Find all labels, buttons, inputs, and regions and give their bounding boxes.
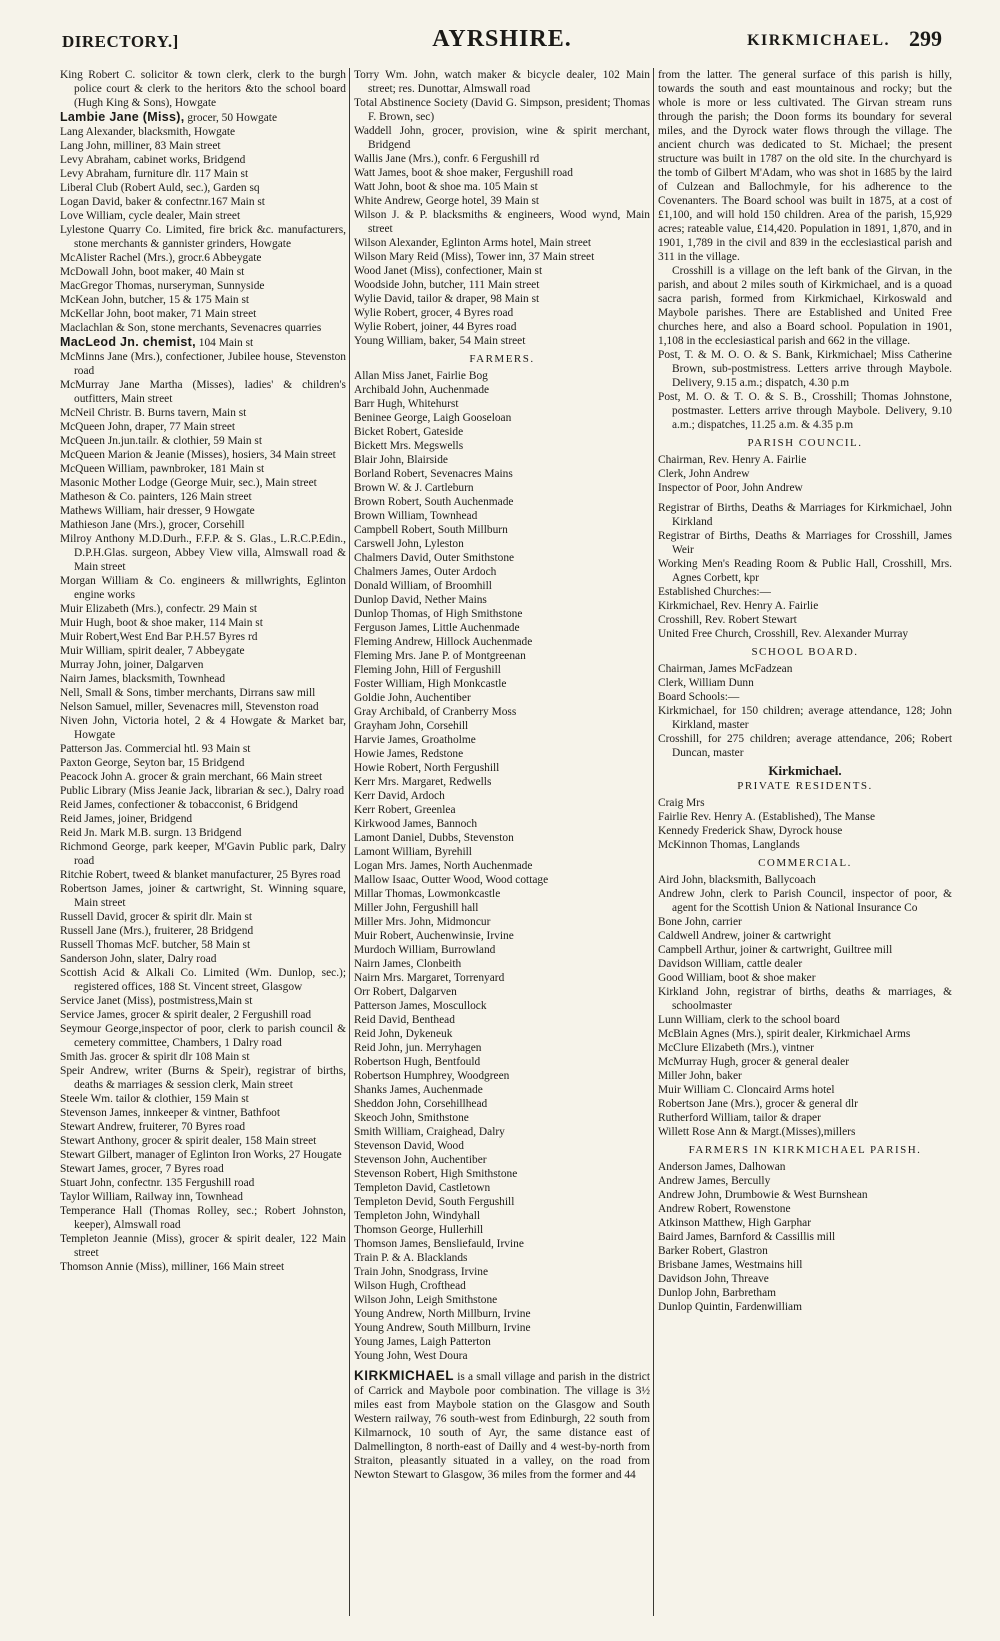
entry-detail: 104 Main st bbox=[195, 337, 254, 349]
commercial-entry: Bone John, carrier bbox=[658, 916, 742, 928]
directory-entry: McAlister Rachel (Mrs.), grocr.6 Abbeygate bbox=[60, 252, 262, 264]
commercial-entry: Muir William C. Cloncaird Arms hotel bbox=[658, 1084, 835, 1096]
commercial-entry: Rutherford William, tailor & draper bbox=[658, 1112, 821, 1124]
farmer-entry: Wilson John, Leigh Smithstone bbox=[354, 1294, 498, 1306]
misc-entry: Established Churches:— bbox=[658, 586, 771, 598]
farmer-entry: Lamont Daniel, Dubbs, Stevenston bbox=[354, 832, 514, 844]
column-divider bbox=[349, 68, 350, 1616]
commercial-entry: Andrew John, clerk to Parish Council, inspector of poor, & agent for the Scottish Union & National Insurance Co bbox=[658, 888, 952, 914]
farmer-entry: Fleming Andrew, Hillock Auchenmade bbox=[354, 636, 533, 648]
directory-entry: Morgan William & Co. engineers & millwrights, Eglinton engine works bbox=[60, 575, 346, 601]
commercial-list-continued bbox=[354, 68, 650, 348]
farmer-entry: Andrew Robert, Rowenstone bbox=[658, 1203, 791, 1215]
header-section: KIRKMICHAEL. bbox=[747, 32, 890, 49]
commercial-entry: McBlain Agnes (Mrs.), spirit dealer, Kirkmichael Arms bbox=[658, 1028, 911, 1040]
directory-entry: Templeton Jeannie (Miss), grocer & spirit dealer, 122 Main street bbox=[60, 1233, 346, 1259]
directory-entry: Smith Jas. grocer & spirit dlr 108 Main st bbox=[60, 1051, 250, 1063]
directory-entry: Wilson J. & P. blacksmiths & engineers, Wood wynd, Main street bbox=[354, 209, 650, 235]
farmer-entry: Allan Miss Janet, Fairlie Bog bbox=[354, 370, 488, 382]
directory-entry: Watt James, boot & shoe maker, Fergushill road bbox=[354, 167, 573, 179]
farmer-entry: Train P. & A. Blacklands bbox=[354, 1252, 468, 1264]
directory-entry: Wylie Robert, grocer, 4 Byres road bbox=[354, 307, 514, 319]
directory-entry: McQueen William, pawnbroker, 181 Main st bbox=[60, 463, 265, 475]
farmer-entry: Kerr David, Ardoch bbox=[354, 790, 445, 802]
directory-entry: Service Janet (Miss), postmistress,Main st bbox=[60, 995, 253, 1007]
directory-entry: Maclachlan & Son, stone merchants, Sevenacres quarries bbox=[60, 322, 322, 334]
farmer-entry: Thomson James, Bensliefauld, Irvine bbox=[354, 1238, 524, 1250]
farmer-entry: Dunlop Thomas, of High Smithstone bbox=[354, 608, 523, 620]
resident-entry: Fairlie Rev. Henry A. (Established), The Manse bbox=[658, 811, 876, 823]
directory-entry: Wilson Alexander, Eglinton Arms hotel, Main street bbox=[354, 237, 591, 249]
page-number: 299 bbox=[909, 26, 942, 51]
commercial-entry: Kirkland John, registrar of births, deaths & marriages, & schoolmaster bbox=[658, 986, 952, 1012]
directory-entry: Wallis Jane (Mrs.), confr. 6 Fergushill rd bbox=[354, 153, 540, 165]
misc-entry: Crosshill, Rev. Robert Stewart bbox=[658, 614, 797, 626]
parish-council-heading: PARISH COUNCIL. bbox=[747, 437, 863, 449]
directory-entry: Levy Abraham, furniture dlr. 117 Main st bbox=[60, 168, 249, 180]
farmer-entry: Templeton John, Windyhall bbox=[354, 1210, 481, 1222]
directory-entry: Patterson Jas. Commercial htl. 93 Main st bbox=[60, 743, 251, 755]
farmer-entry: Ferguson James, Little Auchenmade bbox=[354, 622, 520, 634]
school-entry: Clerk, William Dunn bbox=[658, 677, 754, 689]
directory-entry: Scottish Acid & Alkali Co. Limited (Wm. Dunlop, sec.); registered offices, 188 St. Vincent street, Glasgow bbox=[60, 967, 346, 993]
directory-entry: Stewart James, grocer, 7 Byres road bbox=[60, 1163, 224, 1175]
farmer-entry: Anderson James, Dalhowan bbox=[658, 1161, 786, 1173]
farmer-entry: Goldie John, Auchentiber bbox=[354, 692, 471, 704]
directory-entry: Reid James, joiner, Bridgend bbox=[60, 813, 193, 825]
farmer-entry: Lamont William, Byrehill bbox=[354, 846, 472, 858]
farmer-entry: Nairn Mrs. Margaret, Torrenyard bbox=[354, 972, 505, 984]
directory-entry: Robertson James, joiner & cartwright, St. Winning square, Main street bbox=[60, 883, 346, 909]
farmer-entry: Davidson John, Threave bbox=[658, 1273, 769, 1285]
directory-entry: Lang John, milliner, 83 Main street bbox=[60, 140, 221, 152]
directory-entry: Total Abstinence Society (David G. Simpson, president; Thomas F. Brown, sec) bbox=[354, 97, 650, 123]
directory-entry: McKean John, butcher, 15 & 175 Main st bbox=[60, 294, 250, 306]
directory-entry: McMinns Jane (Mrs.), confectioner, Jubilee house, Stevenston road bbox=[60, 351, 346, 377]
private-residents-heading: PRIVATE RESIDENTS. bbox=[737, 780, 873, 792]
directory-entry: Niven John, Victoria hotel, 2 & 4 Howgate & Market bar, Howgate bbox=[60, 715, 346, 741]
directory-entry: Taylor William, Railway inn, Townhead bbox=[60, 1191, 243, 1203]
directory-entry: MacGregor Thomas, nurseryman, Sunnyside bbox=[60, 280, 265, 292]
farmer-entry: Young Andrew, South Millburn, Irvine bbox=[354, 1322, 531, 1334]
entry-detail: grocer, 50 Howgate bbox=[184, 112, 278, 124]
directory-entry: Richmond George, park keeper, M'Gavin Public park, Dalry road bbox=[60, 841, 346, 867]
farmer-entry: Andrew James, Bercully bbox=[658, 1175, 771, 1187]
misc-entry: Kirkmichael, Rev. Henry A. Fairlie bbox=[658, 600, 819, 612]
private-residents-list bbox=[658, 796, 952, 852]
commercial-entry: Miller John, baker bbox=[658, 1070, 742, 1082]
directory-entry: McMurray Jane Martha (Misses), ladies' & children's outfitters, Main street bbox=[60, 379, 346, 405]
farmer-entry: Kerr Mrs. Margaret, Redwells bbox=[354, 776, 492, 788]
column-3 bbox=[658, 68, 952, 1628]
farmer-entry: Brown William, Townhead bbox=[354, 510, 478, 522]
farmer-entry: Carswell John, Lyleston bbox=[354, 538, 464, 550]
farmer-entry: Archibald John, Auchenmade bbox=[354, 384, 490, 396]
commercial-entry: Aird John, blacksmith, Ballycoach bbox=[658, 874, 816, 886]
parish-farmers-heading: FARMERS IN KIRKMICHAEL PARISH. bbox=[688, 1144, 922, 1156]
post-entry: Post, M. O. & T. O. & S. B., Crosshill; Thomas Johnstone, postmaster. Letters arrive through Maybole. Delivery, 9.10 a.m.; dispatches, 11.25 a.m. & 4.35 p.m bbox=[658, 391, 952, 431]
registrars-churches-list bbox=[658, 501, 952, 641]
farmer-entry: Campbell Robert, South Millburn bbox=[354, 524, 508, 536]
council-entry: Chairman, Rev. Henry A. Fairlie bbox=[658, 454, 807, 466]
directory-entry bbox=[60, 110, 346, 125]
farmer-entry: Young John, West Doura bbox=[354, 1350, 468, 1362]
farmers-heading: FARMERS. bbox=[469, 353, 535, 365]
farmer-entry: Dunlop David, Nether Mains bbox=[354, 594, 487, 606]
commercial-entry: Campbell Arthur, joiner & cartwright, Guiltree mill bbox=[658, 944, 893, 956]
directory-entry: McDowall John, boot maker, 40 Main st bbox=[60, 266, 245, 278]
directory-entry: Torry Wm. John, watch maker & bicycle dealer, 102 Main street; res. Dunottar, Almswall road bbox=[354, 69, 650, 95]
farmer-entry: Young Andrew, North Millburn, Irvine bbox=[354, 1308, 531, 1320]
directory-entry: Stevenson James, innkeeper & vintner, Bathfoot bbox=[60, 1107, 281, 1119]
farmer-entry: Borland Robert, Sevenacres Mains bbox=[354, 468, 513, 480]
school-entry: Crosshill, for 275 children; average attendance, 206; Robert Duncan, master bbox=[658, 733, 952, 759]
parish-farmers-list bbox=[658, 1160, 952, 1314]
kirkmichael-heading: Kirkmichael. bbox=[768, 763, 842, 778]
resident-entry: McKinnon Thomas, Langlands bbox=[658, 839, 800, 851]
post-office-info bbox=[658, 348, 952, 432]
directory-entry: McQueen John, draper, 77 Main street bbox=[60, 421, 236, 433]
farmer-entry: Shanks James, Auchenmade bbox=[354, 1084, 483, 1096]
commercial-entry: McMurray Hugh, grocer & general dealer bbox=[658, 1056, 850, 1068]
misc-entry: Working Men's Reading Room & Public Hall, Crosshill, Mrs. Agnes Corbett, kpr bbox=[658, 558, 952, 584]
directory-entry: Young William, baker, 54 Main street bbox=[354, 335, 526, 347]
directory-entry: McQueen Marion & Jeanie (Misses), hosiers, 34 Main street bbox=[60, 449, 336, 461]
farmer-entry: Chalmers David, Outer Smithstone bbox=[354, 552, 515, 564]
farmer-entry: Atkinson Matthew, High Garphar bbox=[658, 1217, 812, 1229]
directory-entry: Levy Abraham, cabinet works, Bridgend bbox=[60, 154, 246, 166]
farmer-entry: Chalmers James, Outer Ardoch bbox=[354, 566, 497, 578]
farmer-entry: Orr Robert, Dalgarven bbox=[354, 986, 457, 998]
directory-entry: Russell Jane (Mrs.), fruiterer, 28 Bridgend bbox=[60, 925, 254, 937]
directory-entry: Muir Robert,West End Bar P.H.57 Byres rd bbox=[60, 631, 258, 643]
school-entry: Chairman, James McFadzean bbox=[658, 663, 793, 675]
farmer-entry: Templeton David, Castletown bbox=[354, 1182, 491, 1194]
council-entry: Clerk, John Andrew bbox=[658, 468, 750, 480]
directory-entry: Stuart John, confectnr. 135 Fergushill road bbox=[60, 1177, 255, 1189]
commercial-entry: McClure Elizabeth (Mrs.), vintner bbox=[658, 1042, 814, 1054]
directory-entry: Service James, grocer & spirit dealer, 2 Fergushill road bbox=[60, 1009, 312, 1021]
farmer-entry: Grayham John, Corsehill bbox=[354, 720, 469, 732]
directory-entry: Muir William, spirit dealer, 7 Abbeygate bbox=[60, 645, 245, 657]
farmer-entry: Foster William, High Monkcastle bbox=[354, 678, 507, 690]
parish-council-list bbox=[658, 453, 952, 495]
farmer-entry: Barker Robert, Glastron bbox=[658, 1245, 768, 1257]
farmer-entry: Reid John, Dykeneuk bbox=[354, 1028, 453, 1040]
directory-entry: Temperance Hall (Thomas Rolley, sec.; Robert Johnston, keeper), Almswall road bbox=[60, 1205, 346, 1231]
farmer-entry: Andrew John, Drumbowie & West Burnshean bbox=[658, 1189, 868, 1201]
farmer-entry: Robertson Humphrey, Woodgreen bbox=[354, 1070, 510, 1082]
directory-entry: Wood Janet (Miss), confectioner, Main st bbox=[354, 265, 543, 277]
farmer-entry: Brisbane James, Westmains hill bbox=[658, 1259, 803, 1271]
directory-entry: McKellar John, boot maker, 71 Main street bbox=[60, 308, 257, 320]
directory-entry: Public Library (Miss Jeanie Jack, librarian & sec.), Dalry road bbox=[60, 785, 345, 797]
directory-entry: Nell, Small & Sons, timber merchants, Dirrans saw mill bbox=[60, 687, 316, 699]
entry-name-bold: MacLeod Jn. chemist, bbox=[60, 335, 196, 349]
commercial-entry: Willett Rose Ann & Margt.(Misses),millers bbox=[658, 1126, 856, 1138]
directory-entry: Mathieson Jane (Mrs.), grocer, Corsehill bbox=[60, 519, 245, 531]
school-board-heading: SCHOOL BOARD. bbox=[751, 646, 859, 658]
page-header bbox=[62, 24, 942, 58]
directory-entry: Stewart Gilbert, manager of Eglinton Iron Works, 27 Hougate bbox=[60, 1149, 342, 1161]
farmer-entry: Dunlop Quintin, Fardenwilliam bbox=[658, 1301, 802, 1313]
commercial-list bbox=[658, 873, 952, 1139]
commercial-entry: Caldwell Andrew, joiner & cartwright bbox=[658, 930, 831, 942]
farmer-entry: Nairn James, Clonbeith bbox=[354, 958, 462, 970]
directory-entry: Wylie Robert, joiner, 44 Byres road bbox=[354, 321, 517, 333]
farmer-entry: Templeton Devid, South Fergushill bbox=[354, 1196, 515, 1208]
directory-entry: Russell David, grocer & spirit dlr. Main st bbox=[60, 911, 253, 923]
farmer-entry: Smith William, Craighead, Dalry bbox=[354, 1126, 505, 1138]
farmer-entry: Train John, Snodgrass, Irvine bbox=[354, 1266, 489, 1278]
farmer-entry: Millar Thomas, Lowmonkcastle bbox=[354, 888, 501, 900]
farmer-entry: Skeoch John, Smithstone bbox=[354, 1112, 469, 1124]
directory-entry: Liberal Club (Robert Auld, sec.), Garden sq bbox=[60, 182, 260, 194]
directory-entry: Milroy Anthony M.D.Durh., F.F.P. & S. Glas., L.R.C.P.Edin., D.P.H.Glas. surgeon, Abbey View villa, Almswall road & Main street bbox=[60, 533, 346, 573]
farmer-entry: Baird James, Barnford & Cassillis mill bbox=[658, 1231, 836, 1243]
school-entry: Board Schools:— bbox=[658, 691, 740, 703]
directory-entry: Muir Hugh, boot & shoe maker, 114 Main st bbox=[60, 617, 263, 629]
directory-entry: McNeil Christr. B. Burns tavern, Main st bbox=[60, 407, 247, 419]
directory-entry: Love William, cycle dealer, Main street bbox=[60, 210, 241, 222]
directory-entry: Russell Thomas McF. butcher, 58 Main st bbox=[60, 939, 251, 951]
directory-entry: Lang Alexander, blacksmith, Howgate bbox=[60, 126, 236, 138]
directory-entry: Matheson & Co. painters, 126 Main street bbox=[60, 491, 252, 503]
farmer-entry: Howie James, Redstone bbox=[354, 748, 464, 760]
directory-entry: Paxton George, Seyton bar, 15 Bridgend bbox=[60, 757, 245, 769]
directory-entry: Lylestone Quarry Co. Limited, fire brick &c. manufacturers, stone merchants & gannister grinders, Howgate bbox=[60, 224, 346, 250]
directory-entry: Muir Elizabeth (Mrs.), confectr. 29 Main st bbox=[60, 603, 258, 615]
commercial-entry: Davidson William, cattle dealer bbox=[658, 958, 803, 970]
farmer-entry: Brown Robert, South Auchenmade bbox=[354, 496, 514, 508]
council-entry: Inspector of Poor, John Andrew bbox=[658, 482, 803, 494]
column-divider bbox=[653, 68, 654, 1616]
crosshill-description: Crosshill is a village on the left bank of the Girvan, in the parish, and about 2 miles south of Kirkmichael, and is a quoad sacra parish, formed from Kirkmichael, Kirkoswald and Maybole parishes. There are Established and United Free churches here, and also a Board school. Population in 1901, 1,108 in the ecclesiastical parish and 662 in the village. bbox=[658, 265, 952, 347]
directory-entry: King Robert C. solicitor & town clerk, clerk to the burgh police court & clerk to the heritors &to the school board (Hugh King & Sons), Howgate bbox=[60, 69, 346, 109]
commercial-entry: Good William, boot & shoe maker bbox=[658, 972, 816, 984]
kirkmichael-keyword: KIRKMICHAEL bbox=[354, 1368, 454, 1383]
farmer-entry: Muir Robert, Auchenwinsie, Irvine bbox=[354, 930, 514, 942]
farmer-entry: Bickett Mrs. Megswells bbox=[354, 440, 464, 452]
farmer-entry: Fleming Mrs. Jane P. of Montgreenan bbox=[354, 650, 526, 662]
farmer-entry: Thomson George, Hullerhill bbox=[354, 1224, 484, 1236]
directory-entry: Mathews William, hair dresser, 9 Howgate bbox=[60, 505, 255, 517]
farmer-entry: Brown W. & J. Cartleburn bbox=[354, 482, 474, 494]
school-board-list bbox=[658, 662, 952, 760]
farmer-entry: Young James, Laigh Patterton bbox=[354, 1336, 491, 1348]
directory-entry: Masonic Mother Lodge (George Muir, sec.), Main street bbox=[60, 477, 317, 489]
directory-entry: Woodside John, butcher, 111 Main street bbox=[354, 279, 540, 291]
header-directory: DIRECTORY.] bbox=[62, 32, 179, 51]
misc-entry: Registrar of Births, Deaths & Marriages for Crosshill, James Weir bbox=[658, 530, 952, 556]
farmer-entry: Reid John, jun. Merryhagen bbox=[354, 1042, 482, 1054]
directory-entry: Wilson Mary Reid (Miss), Tower inn, 37 Main street bbox=[354, 251, 595, 263]
directory-entry: Waddell John, grocer, provision, wine & spirit merchant, Bridgend bbox=[354, 125, 650, 151]
farmer-entry: Barr Hugh, Whitehurst bbox=[354, 398, 459, 410]
farmer-entry: Reid David, Benthead bbox=[354, 1014, 455, 1026]
directory-entry: Watt John, boot & shoe ma. 105 Main st bbox=[354, 181, 538, 193]
entry-name-bold: Lambie Jane (Miss), bbox=[60, 110, 185, 124]
directory-entry: Stewart Anthony, grocer & spirit dealer, 158 Main street bbox=[60, 1135, 317, 1147]
directory-entry: Reid Jn. Mark M.B. surgn. 13 Bridgend bbox=[60, 827, 242, 839]
farmer-entry: Stevenson David, Wood bbox=[354, 1140, 464, 1152]
farmer-entry: Stevenson Robert, High Smithstone bbox=[354, 1168, 518, 1180]
commercial-entry: Lunn William, clerk to the school board bbox=[658, 1014, 840, 1026]
misc-entry: United Free Church, Crosshill, Rev. Alexander Murray bbox=[658, 628, 909, 640]
farmer-entry: Logan Mrs. James, North Auchenmade bbox=[354, 860, 533, 872]
farmer-entry: Dunlop John, Barbretham bbox=[658, 1287, 776, 1299]
directory-entry: McQueen Jn.jun.tailr. & clothier, 59 Main st bbox=[60, 435, 263, 447]
resident-entry: Craig Mrs bbox=[658, 797, 705, 809]
farmer-entry: Gray Archibald, of Cranberry Moss bbox=[354, 706, 517, 718]
column-1 bbox=[60, 68, 346, 1628]
kirkmichael-description-text: is a small village and parish in the district of Carrick and Maybole poor combination. The village is 3½ miles east from Maybole station on the Glasgow and South Western railway, 76 south-west from Edinburgh, 22 south from Kilmarnock, 10 south of Ayr, the same distance east of Dalmellington, 8 north-east of Dailly and 4 west-by-north from Straiton, pleasantly situated in a valley, on the road from Newton Stewart to Glasgow, 36 miles from the former and 44 bbox=[354, 1371, 650, 1481]
directory-entry bbox=[60, 335, 346, 350]
farmer-entry: Mallow Isaac, Outter Wood, Wood cottage bbox=[354, 874, 549, 886]
farmer-entry: Kirkwood James, Bannoch bbox=[354, 818, 478, 830]
directory-entry: Ritchie Robert, tweed & blanket manufacturer, 25 Byres road bbox=[60, 869, 341, 881]
school-entry: Kirkmichael, for 150 children; average attendance, 128; John Kirkland, master bbox=[658, 705, 952, 731]
column-2 bbox=[354, 68, 650, 1628]
commercial-heading: COMMERCIAL. bbox=[758, 857, 852, 869]
farmer-entry: Howie Robert, North Fergushill bbox=[354, 762, 500, 774]
kirkmichael-description bbox=[354, 1369, 650, 1482]
farmer-entry: Kerr Robert, Greenlea bbox=[354, 804, 456, 816]
directory-entry: Murray John, joiner, Dalgarven bbox=[60, 659, 204, 671]
directory-entry: Peacock John A. grocer & grain merchant, 66 Main street bbox=[60, 771, 323, 783]
directory-entry: Nelson Samuel, miller, Sevenacres mill, Stevenston road bbox=[60, 701, 319, 713]
farmer-entry: Bicket Robert, Gateside bbox=[354, 426, 464, 438]
misc-entry: Registrar of Births, Deaths & Marriages for Kirkmichael, John Kirkland bbox=[658, 502, 952, 528]
directory-entry: Sanderson John, slater, Dalry road bbox=[60, 953, 217, 965]
farmer-entry: Fleming John, Hill of Fergushill bbox=[354, 664, 501, 676]
directory-entry: Thomson Annie (Miss), milliner, 166 Main street bbox=[60, 1261, 285, 1273]
header-county: AYRSHIRE. bbox=[432, 26, 572, 52]
directory-entry: White Andrew, George hotel, 39 Main st bbox=[354, 195, 540, 207]
parish-description: from the latter. The general surface of this parish is hilly, towards the south and east mountainous and rocky; but the whole is more or less cultivated. The Girvan stream runs through the parish; the Doon forms its boundary for several miles, and the Dyrock water flows through the village. The ancient church was dedicated to St. Michael; the present structure was built in 1787 on the old site. In the churchyard is the tomb of Gilbert M'Adam, who was shot in 1685 by the laird of Culzean and Ballochmyle, for his adherence to the Covenanters. The Board school was built in 1875, at a cost of £1,100, and will hold 150 children. Area of the parish, 15,929 acres; rateable value, £14,420. Population in 1891, 1,870, and in 1901, 1,789 in the civil and 839 in the ecclesiastical parish and 311 in the village. bbox=[658, 69, 952, 263]
directory-entry: Nairn James, blacksmith, Townhead bbox=[60, 673, 226, 685]
directory-entry: Logan David, baker & confectnr.167 Main st bbox=[60, 196, 265, 208]
post-entry: Post, T. & M. O. O. & S. Bank, Kirkmichael; Miss Catherine Brown, sub-postmistress. Letters arrive through Maybole. Delivery, 9.15 a.m.; dispatch, 4.30 p.m bbox=[658, 349, 952, 389]
farmers-list bbox=[354, 369, 650, 1363]
farmer-entry: Donald William, of Broomhill bbox=[354, 580, 492, 592]
directory-entry: Wylie David, tailor & draper, 98 Main st bbox=[354, 293, 540, 305]
directory-entry: Reid James, confectioner & tobacconist, 6 Bridgend bbox=[60, 799, 298, 811]
farmer-entry: Robertson Hugh, Bentfould bbox=[354, 1056, 481, 1068]
farmer-entry: Harvie James, Groatholme bbox=[354, 734, 476, 746]
farmer-entry: Beninee George, Laigh Gooseloan bbox=[354, 412, 512, 424]
farmer-entry: Patterson James, Moscullock bbox=[354, 1000, 487, 1012]
farmer-entry: Miller John, Fergushill hall bbox=[354, 902, 479, 914]
directory-entry: Steele Wm. tailor & clothier, 159 Main st bbox=[60, 1093, 249, 1105]
farmer-entry: Stevenson John, Auchentiber bbox=[354, 1154, 487, 1166]
farmer-entry: Miller Mrs. John, Midmoncur bbox=[354, 916, 491, 928]
commercial-entry: Robertson Jane (Mrs.), grocer & general dlr bbox=[658, 1098, 858, 1110]
farmer-entry: Wilson Hugh, Crofthead bbox=[354, 1280, 466, 1292]
farmer-entry: Sheddon John, Corsehillhead bbox=[354, 1098, 488, 1110]
farmer-entry: Blair John, Blairside bbox=[354, 454, 448, 466]
farmer-entry: Murdoch William, Burrowland bbox=[354, 944, 496, 956]
directory-entry: Seymour George,inspector of poor, clerk to parish council & cemetery committee, Chambers, 1 Dalry road bbox=[60, 1023, 346, 1049]
directory-entry: Speir Andrew, writer (Burns & Speir), registrar of births, deaths & marriages & session clerk, Main street bbox=[60, 1065, 346, 1091]
directory-entry: Stewart Andrew, fruiterer, 70 Byres road bbox=[60, 1121, 246, 1133]
resident-entry: Kennedy Frederick Shaw, Dyrock house bbox=[658, 825, 843, 837]
